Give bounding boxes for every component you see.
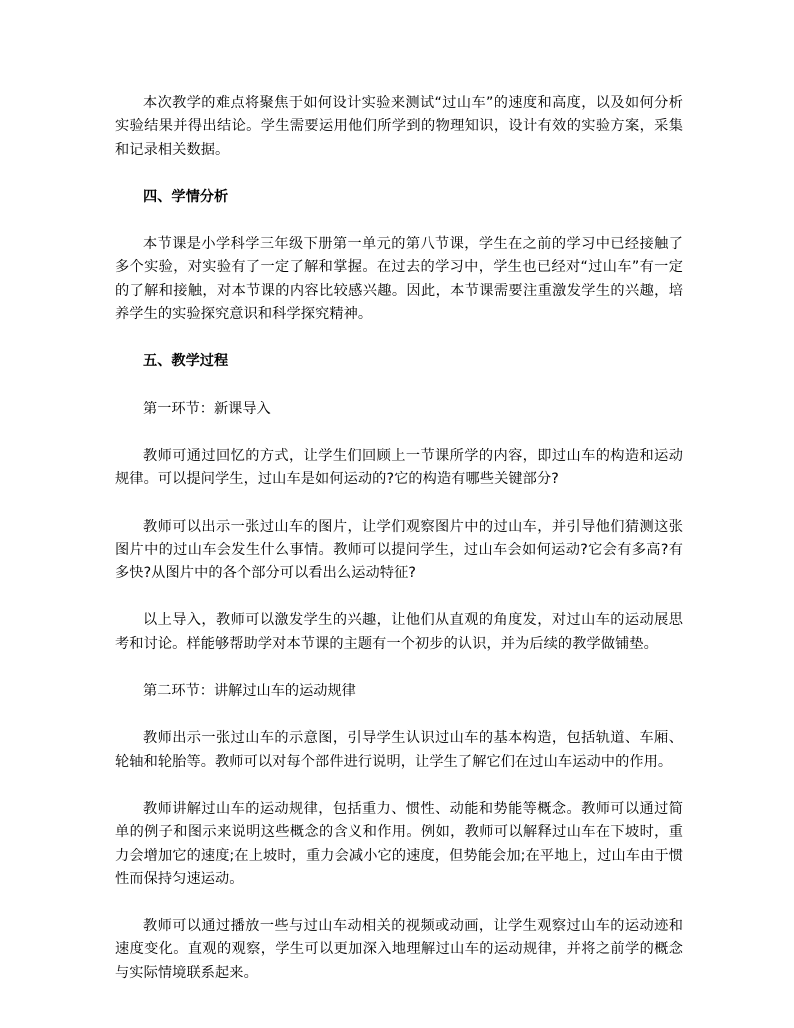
paragraph-student-analysis: 本节课是小学科学三年级下册第一单元的第八节课，学生在之前的学习中已经接触了多个实验，对实验有了一定了解和掌握。在过去的学习中，学生也已经对“过山车”有一定的了解和接触，对本节课的内容比较感兴趣。因此，本节课需要注重激发学生的兴趣，培养学生的实验探究意识和科学探究精神。 — [115, 236, 683, 323]
paragraph-video-observation: 教师可以通过播放一些与过山车动相关的视频或动画，让学生观察过山车的运动迹和速度变化。直观的观察，学生可以更加深入地理解过山车的运动规律，并将之前学的概念与实际情境联系起来。 — [115, 918, 683, 981]
subheading-step-two: 第二环节：讲解过山车的运动规律 — [143, 683, 356, 700]
subheading-step-one: 第一环节：新课导入 — [143, 400, 271, 417]
section-heading-student-analysis: 四、学情分析 — [143, 188, 229, 205]
paragraph-motion-rules: 教师讲解过山车的运动规律，包括重力、惯性、动能和势能等概念。教师可以通过简单的例子和图示来说明这些概念的含义和作用。例如，教师可以解释过山车在下坡时，重力会增加它的速度;在上坡时，重力会减小它的速度，但势能会加;在平地上，过山车由于惯性而保持匀速运动。 — [115, 800, 683, 887]
paragraph-structure-diagram: 教师出示一张过山车的示意图，引导学生认识过山车的基本构造，包括轨道、车厢、轮轴和轮胎等。教师可以对每个部件进行说明，让学生了解它们在过山车运动中的作用。 — [115, 730, 683, 770]
paragraph-introduction-summary: 以上导入，教师可以激发学生的兴趣，让他们从直观的角度发，对过山车的运动展思考和讨论。样能够帮助学对本节课的主题有一个初步的认识，并为后续的教学做铺垫。 — [115, 612, 683, 652]
document-body — [115, 92, 683, 985]
section-heading-teaching-process: 五、教学过程 — [143, 353, 229, 370]
paragraph-teaching-difficulty: 本次教学的难点将聚焦于如何设计实验来测试“过山车”的速度和高度，以及如何分析实验结果并得出结论。学生需要运用他们所学到的物理知识，设计有效的实验方案，采集和记录相关数据。 — [115, 95, 683, 158]
paragraph-picture-observation: 教师可以出示一张过山车的图片，让学们观察图片中的过山车，并引导他们猜测这张图片中的过山车会发生什么事情。教师可以提问学生，过山车会如何运动?它会有多高?有多快?从图片中的各个部分可以看出么运动特征? — [115, 518, 683, 582]
paragraph-review: 教师可通过回忆的方式，让学生们回顾上一节课所学的内容，即过山车的构造和运动规律。可以提问学生，过山车是如何运动的?它的构造有哪些关键部分? — [115, 447, 683, 488]
